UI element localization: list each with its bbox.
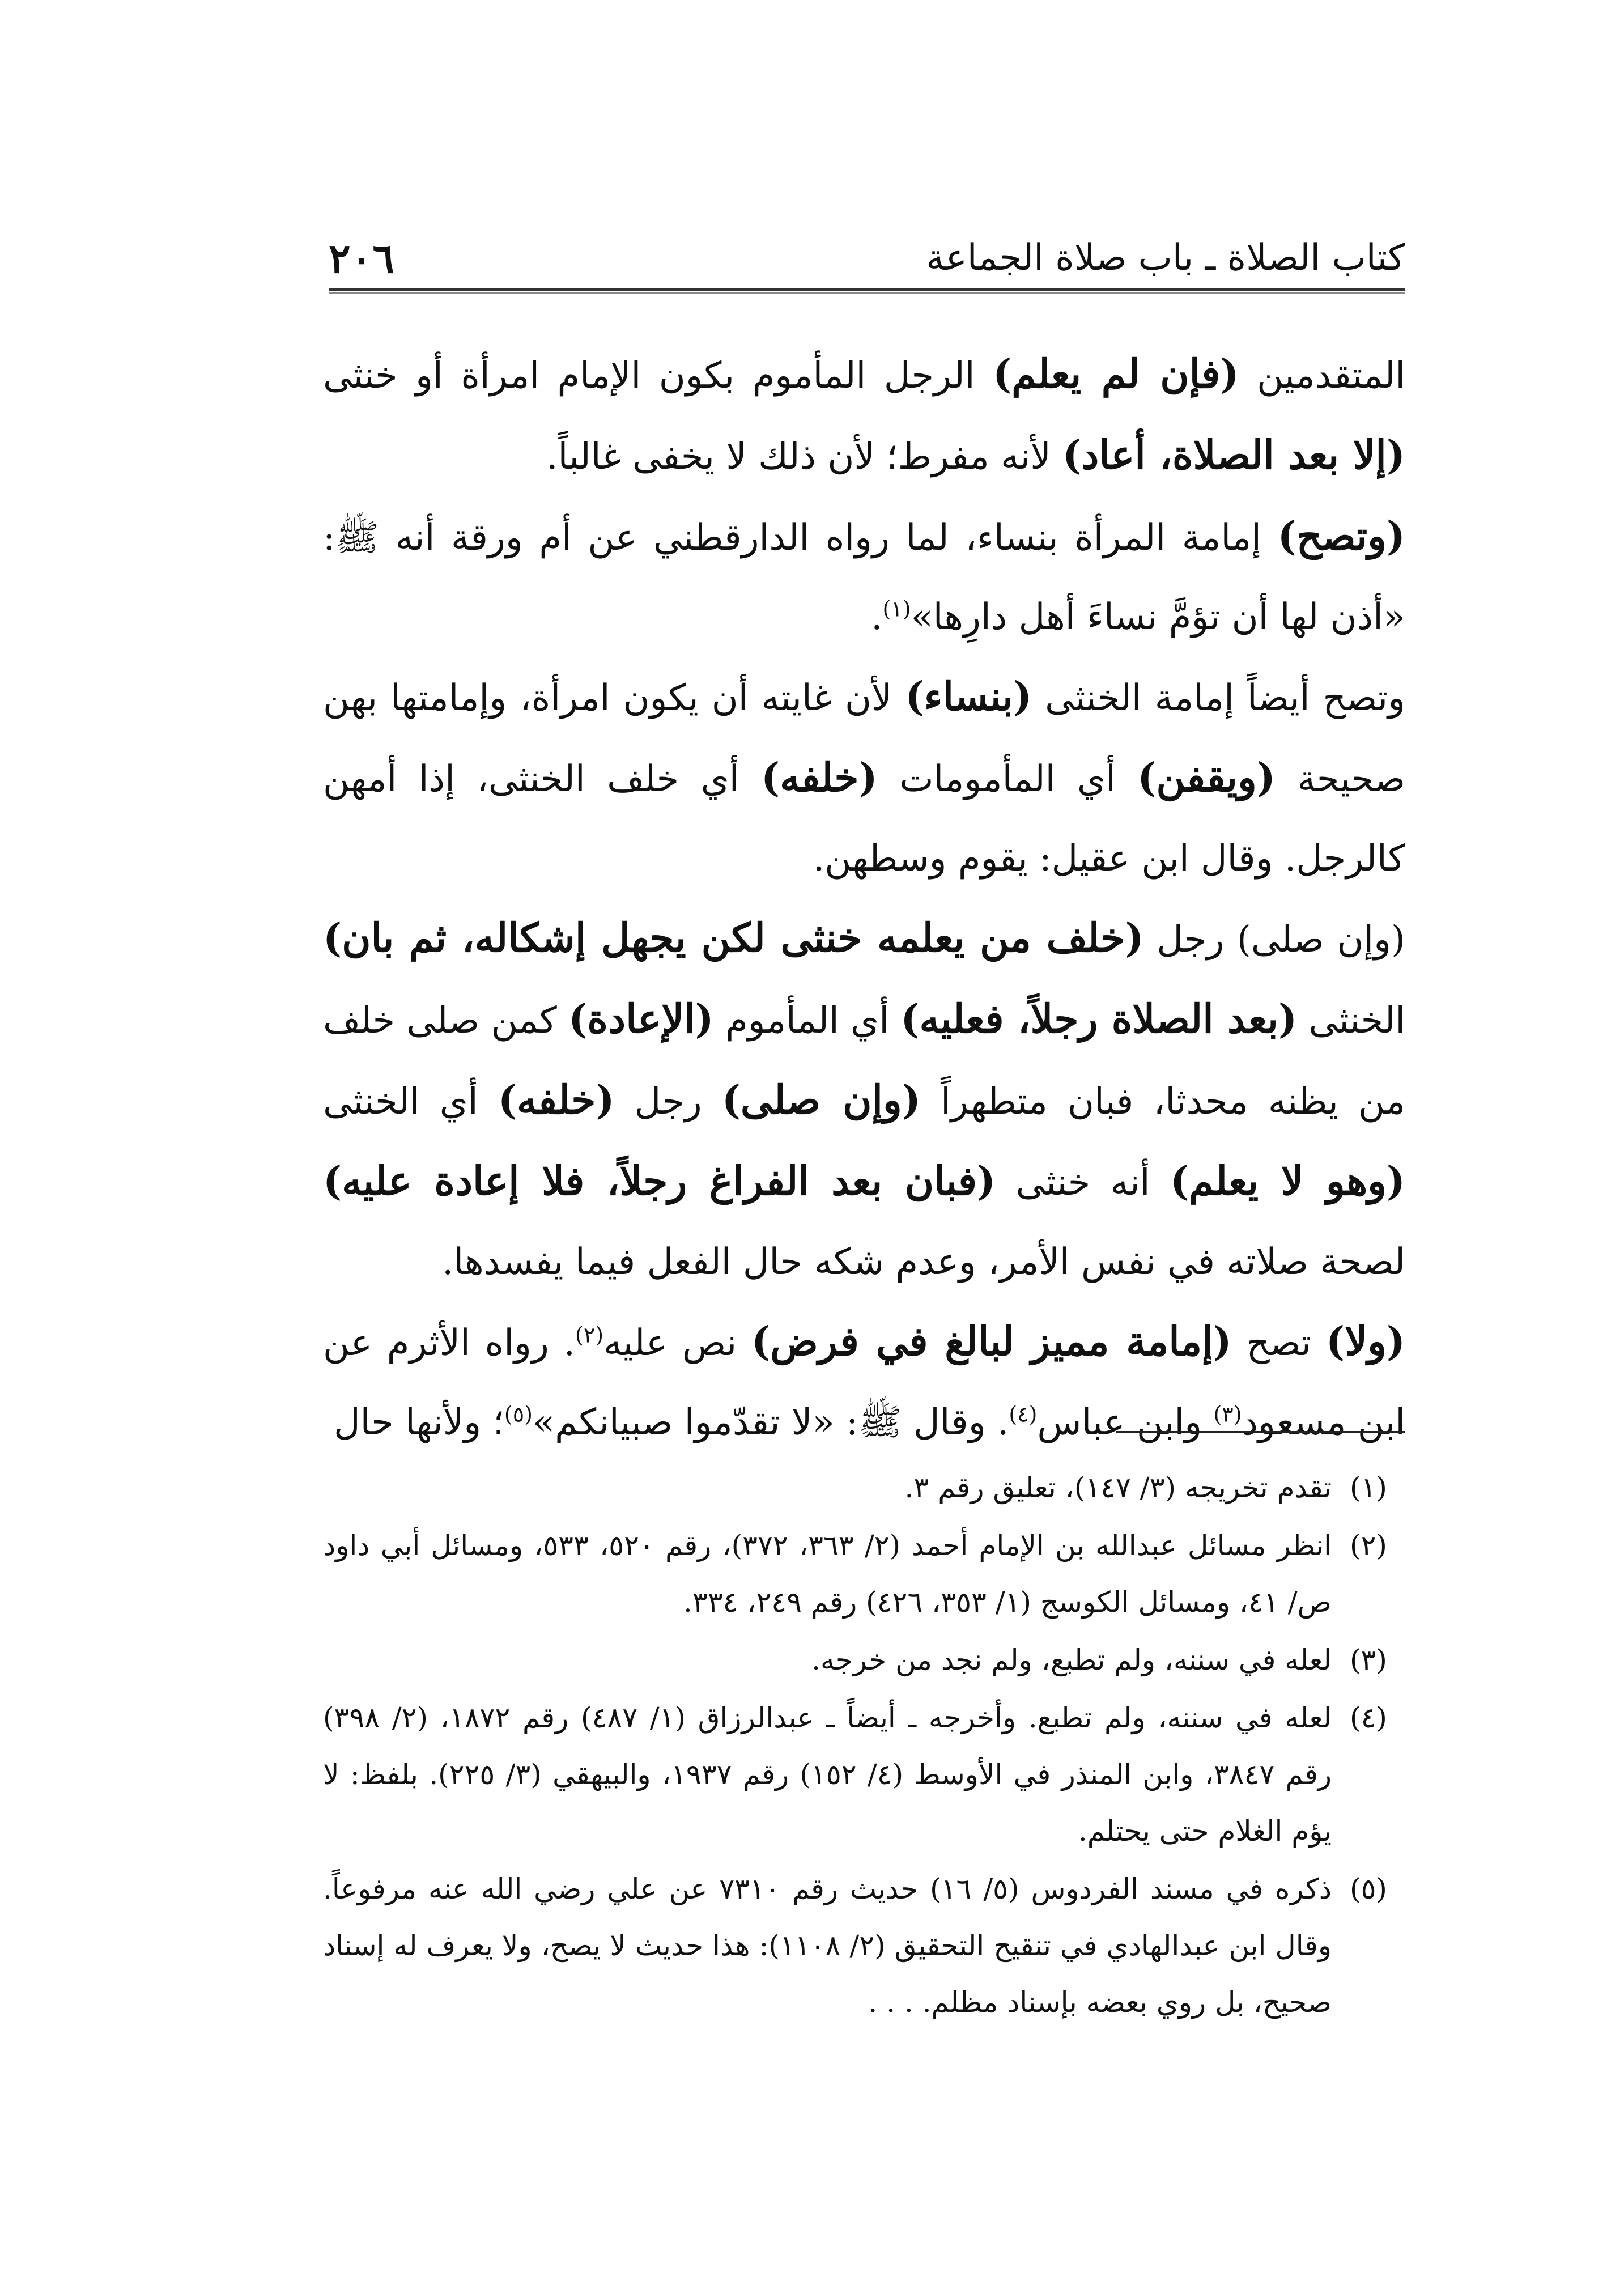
footnote-text: انظر مسائل عبدالله بن الإمام أحمد (٢/ ٣٦٣، ٣٧٢)، رقم ٥٢٠، ٥٣٣، ومسائل أبي داود ص/ ٤١، ومسائل الكوسج (١/ ٣٥٣، ٤٢٦) رقم ٢٤٩، ٣٣٤. xyxy=(323,1529,1332,1619)
text-run: أي المأمومات xyxy=(899,758,1116,800)
footnote-ref[interactable]: (٥) xyxy=(504,1402,533,1427)
matn-text: (خلفه) xyxy=(761,754,878,801)
footnote-text: لعله في سننه، ولم تطبع. وأخرجه ـ أيضاً ـ عبدالرزاق (١/ ٤٨٧) رقم ١٨٧٢، (٢/ ٣٩٨) رقم ٣٨٤٧، وابن المنذر في الأوسط (٤/ ١٥٢) رقم ١٩٣٧، والبيهقي (٣/ ٢٢٥). بلفظ: لا يؤم الغلام حتى يحتلم. xyxy=(323,1701,1332,1848)
text-run: لأن غايته أن يكون امرأة، وإمامتها بهن صحيحة xyxy=(323,677,1406,800)
text-run: . وقال ﷺ: «لا تقدّموا صبيانكم» xyxy=(532,1402,1009,1443)
text-run: لأنه مفرط؛ لأن ذلك لا يخفى غالباً. xyxy=(546,436,1051,478)
footnote-ref[interactable]: (٢) xyxy=(575,1322,604,1348)
matn-text: (وتصح) xyxy=(1277,512,1406,559)
paragraph xyxy=(323,1302,1405,1462)
footnote-text: ذكره في مسند الفردوس (٥/ ١٦) حديث رقم ٧٣١٠ عن علي رضي الله عنه مرفوعاً. وقال ابن عبدالهادي في تنقيح التحقيق (٢/ ١١٠٨): هذا حديث لا يصح، ولا يعرف له إسناد صحيح، بل روي بعضه بإسناد مظلم. . . . xyxy=(323,1872,1332,2019)
footnote-ref[interactable]: (١) xyxy=(882,596,911,622)
matn-text: (فإن لم يعلم) xyxy=(993,350,1239,397)
text-run: رجل xyxy=(634,1081,702,1123)
footnote xyxy=(323,1689,1405,1859)
paragraph xyxy=(323,334,1405,496)
matn-text: (إمامة مميز لبالغ في فرض) xyxy=(751,1318,1232,1365)
page-header xyxy=(329,232,1405,283)
text-run: إمامة المرأة بنساء، لما رواه الدارقطني عن أم ورقة أنه ﷺ: «أذن لها أن تؤمَّ نساءَ أهل دارِها» xyxy=(323,517,1405,638)
text-run: أي خلف الخنثى، إذا أمهن كالرجل. وقال ابن عقيل: يقوم وسطهن. xyxy=(323,758,1405,880)
text-run: الخنثى xyxy=(1308,1000,1406,1042)
footnote-number: (٥) xyxy=(1350,1872,1387,1905)
footnote-number: (١) xyxy=(1350,1471,1387,1504)
footnote xyxy=(323,1459,1405,1516)
footnote-ref[interactable]: (٤) xyxy=(1009,1402,1038,1427)
matn-text: (خلف من يعلمه خنثى لكن يجهل إشكاله، ثم بان) xyxy=(323,914,1144,961)
footnotes xyxy=(323,1459,1405,2032)
header-rule xyxy=(329,288,1405,294)
page-number: ٢٠٦ xyxy=(329,233,395,282)
main-text xyxy=(323,334,1405,1462)
footnote-number: (٣) xyxy=(1350,1644,1387,1676)
footnote xyxy=(323,1861,1405,2031)
matn-text: (ولا) xyxy=(1326,1318,1405,1365)
text-run: وتصح أيضاً إمامة الخنثى xyxy=(1045,677,1406,719)
footnote-separator xyxy=(1116,1431,1405,1433)
matn-text: (بعد الصلاة رجلاً، فعليه) xyxy=(900,995,1298,1042)
paragraph xyxy=(323,657,1405,898)
text-run: ؛ ولأنها حال xyxy=(334,1402,504,1443)
footnote xyxy=(323,1632,1405,1688)
text-run: . رواه الأثرم عن ابن مسعود xyxy=(323,1322,1405,1443)
text-run: أي الخنثى xyxy=(323,1081,478,1123)
text-run: وابن عباس xyxy=(1037,1402,1202,1443)
footnote xyxy=(323,1517,1405,1630)
text-run: لصحة صلاته في نفس الأمر، وعدم شكه حال الفعل فيما يفسدها. xyxy=(442,1241,1405,1283)
matn-text: (إلا بعد الصلاة، أعاد) xyxy=(1062,431,1405,478)
footnote-text: تقدم تخريجه (٣/ ١٤٧)، تعليق رقم ٣. xyxy=(904,1471,1332,1504)
text-run: نص عليه xyxy=(603,1322,737,1364)
matn-text: (خلفه) xyxy=(498,1076,615,1123)
matn-text: (وهو لا يعلم) xyxy=(1170,1157,1406,1204)
paragraph xyxy=(323,496,1405,657)
footnote-number: (٢) xyxy=(1350,1529,1387,1562)
paragraph xyxy=(323,898,1405,1302)
text-run: . xyxy=(871,596,883,638)
text-run: أي المأموم xyxy=(725,1000,890,1042)
text-run: الرجل المأموم بكون الإمام امرأة أو خنثى xyxy=(323,355,975,397)
footnote-number: (٤) xyxy=(1350,1701,1387,1734)
footnote-text: لعله في سننه، ولم تطبع، ولم نجد من خرجه. xyxy=(811,1644,1332,1676)
text-run: (وإن صلى) رجل xyxy=(1157,919,1406,961)
matn-text: (الإعادة) xyxy=(568,995,714,1042)
text-run: أنه خنثى xyxy=(1015,1162,1150,1204)
matn-text: (وإن صلى) xyxy=(721,1076,921,1123)
matn-text: (فبان بعد الفراغ رجلاً، فلا إعادة عليه) xyxy=(323,1157,996,1204)
running-title: كتاب الصلاة ـ باب صلاة الجماعة xyxy=(926,237,1405,279)
matn-text: (بنساء) xyxy=(905,673,1032,720)
footnote-ref[interactable]: (٣) xyxy=(1213,1402,1242,1427)
text-run: تصح xyxy=(1246,1322,1312,1364)
text-run: المتقدمين xyxy=(1257,355,1406,397)
matn-text: (ويقفن) xyxy=(1137,754,1276,801)
text-run: كمن صلى خلف من يظنه محدثا، فبان متطهراً xyxy=(323,1000,1406,1123)
